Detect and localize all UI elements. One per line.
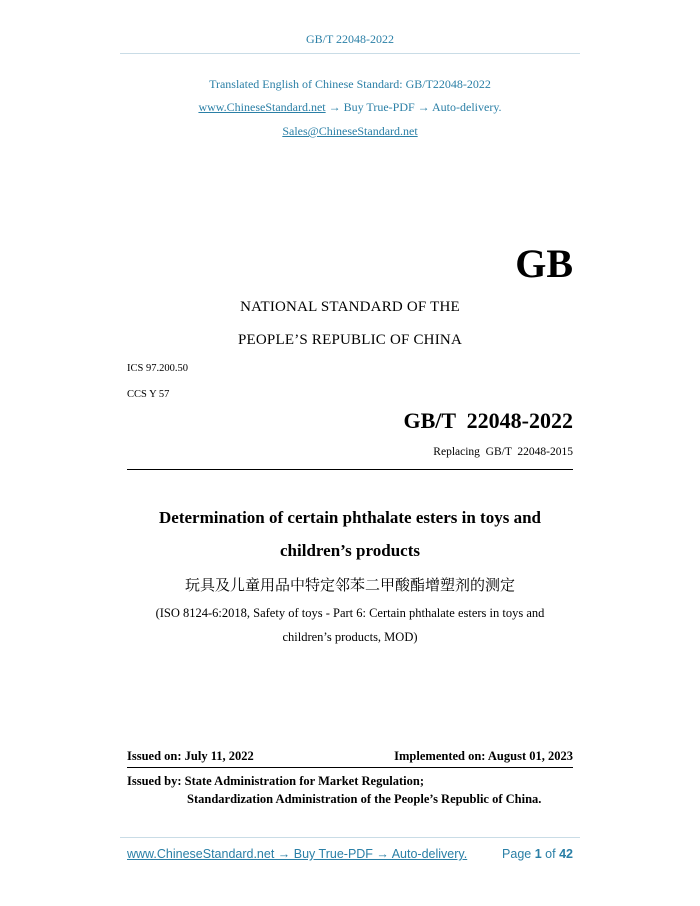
iso-reference-line2: children’s products, MOD): [282, 630, 418, 644]
email-link[interactable]: Sales@ChineseStandard.net: [282, 124, 418, 138]
iso-reference-line1: (ISO 8124-6:2018, Safety of toys - Part 6: Certain phthalate esters in toys and: [155, 606, 545, 620]
standard-number: GB/T 22048-2022: [403, 408, 573, 433]
page-total: 42: [559, 847, 573, 861]
document-title-chinese: 玩具及儿童用品中特定邻苯二甲酸酯增塑剂的测定: [184, 576, 515, 594]
page-of: of: [545, 847, 556, 861]
header-divider: [120, 53, 580, 54]
document-title-line2: children’s products: [280, 541, 420, 560]
promo-suffix: → Buy True-PDF → Auto-delivery.: [325, 100, 502, 114]
ics-code: ICS 97.200.50: [127, 363, 188, 374]
promo-line: Translated English of Chinese Standard: GB/T22048-2022: [209, 77, 491, 91]
email-line: [0, 124, 700, 139]
issued-by-line1: Issued by: State Administration for Market Regulation;: [127, 774, 424, 788]
issued-by-line2: Standardization Administration of the People’s Republic of China.: [187, 792, 542, 806]
implemented-on-date: Implemented on: August 01, 2023: [394, 749, 573, 763]
page-label: Page: [502, 847, 532, 861]
gb-logo: GB: [515, 241, 573, 286]
title-divider: [127, 469, 573, 470]
national-standard-line2: PEOPLE’S REPUBLIC OF CHINA: [238, 332, 462, 348]
national-standard-line1: NATIONAL STANDARD OF THE: [240, 299, 460, 315]
page-current: 1: [534, 847, 542, 861]
document-title-line1: Determination of certain phthalate esters in toys and: [159, 508, 541, 527]
page-indicator: [502, 847, 573, 861]
issued-on-date: Issued on: July 11, 2022: [127, 749, 254, 763]
ccs-code: CCS Y 57: [127, 389, 170, 400]
dates-divider: [127, 767, 573, 768]
footer-divider: [120, 837, 580, 838]
site-link[interactable]: www.ChineseStandard.net: [198, 100, 326, 114]
running-header: GB/T 22048-2022: [305, 32, 395, 46]
replacing-note: Replacing GB/T 22048-2015: [433, 446, 573, 458]
footer-link[interactable]: www.ChineseStandard.net → Buy True-PDF → Auto-delivery.: [127, 847, 468, 861]
promo-link-line: [0, 100, 700, 115]
